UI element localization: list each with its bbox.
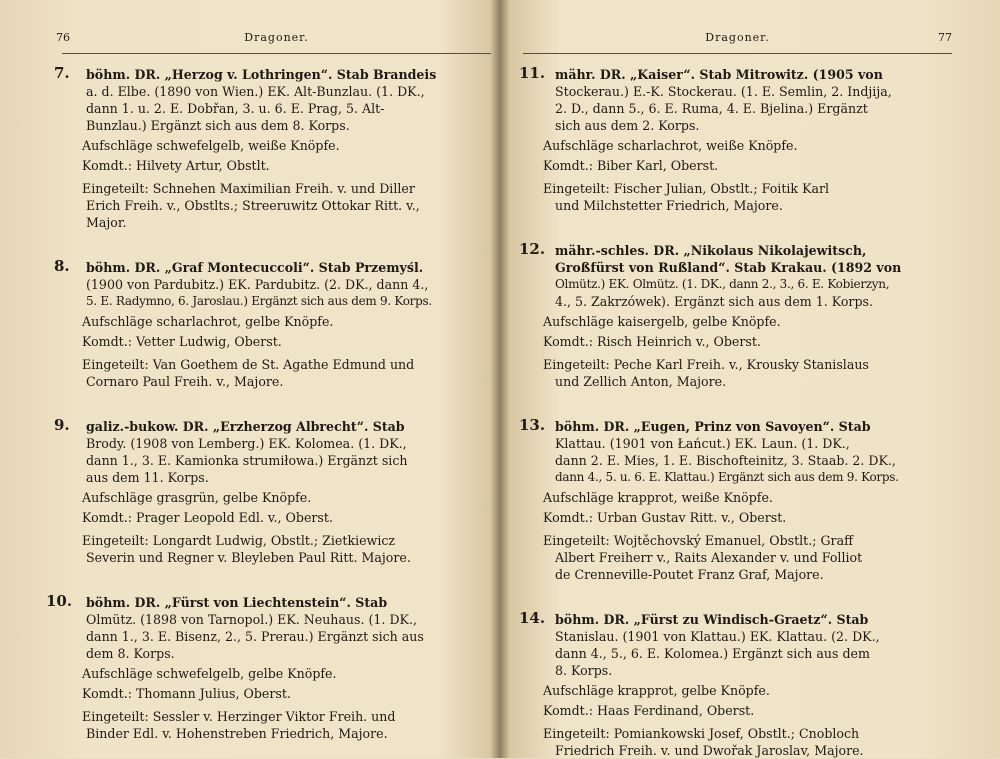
page-number: 77 bbox=[938, 31, 952, 44]
kommandant: Komdt.: Haas Ferdinand, Oberst. bbox=[543, 703, 755, 718]
entry-line: a. d. Elbe. (1890 von Wien.) EK. Alt-Bunzlau. (1. DK., bbox=[86, 84, 425, 99]
entry-line: böhm. DR. „Fürst zu Windisch-Graetz“. Stab bbox=[555, 612, 869, 627]
running-head: Dragoner. bbox=[244, 31, 309, 44]
entry-line: Bunzlau.) Ergänzt sich aus dem 8. Korps. bbox=[86, 118, 350, 133]
page-header bbox=[56, 0, 491, 54]
entry-line: böhm. DR. „Graf Montecuccoli“. Stab Przemyśl. bbox=[86, 260, 424, 275]
regiment-number: 12. bbox=[519, 240, 546, 258]
entry-line: Brody. (1908 von Lemberg.) EK. Kolomea. (1. DK., bbox=[86, 436, 407, 451]
regiment-number: 10. bbox=[46, 592, 73, 610]
entry-line: sich aus dem 2. Korps. bbox=[555, 118, 700, 133]
entry-line: dann 1. u. 2. E. Dobřan, 3. u. 6. E. Prag, 5. Alt- bbox=[86, 101, 385, 116]
entry-line: galiz.-bukow. DR. „Erzherzog Albrecht“. Stab bbox=[86, 419, 405, 434]
entry-line: (1900 von Pardubitz.) EK. Pardubitz. (2. DK., dann 4., bbox=[86, 277, 429, 292]
eingeteilt-line: de Crenneville-Poutet Franz Graf, Majore. bbox=[555, 567, 824, 582]
aufschlaege: Aufschläge schwefelgelb, weiße Knöpfe. bbox=[82, 138, 340, 153]
eingeteilt-line: Eingeteilt: Sessler v. Herzinger Viktor Freih. und bbox=[82, 709, 396, 724]
right-page bbox=[505, 0, 1000, 758]
entry-line: Klattau. (1901 von Łańcut.) EK. Laun. (1. DK., bbox=[555, 436, 850, 451]
eingeteilt-line: Severin und Regner v. Bleyleben Paul Ritt. Majore. bbox=[86, 550, 411, 565]
regiment-entry bbox=[54, 257, 491, 390]
kommandant: Komdt.: Thomann Julius, Oberst. bbox=[82, 686, 291, 701]
page-number: 76 bbox=[56, 31, 70, 44]
kommandant: Komdt.: Hilvety Artur, Obstlt. bbox=[82, 158, 270, 173]
eingeteilt-line: und Zellich Anton, Majore. bbox=[555, 374, 727, 389]
entry-line: dann 4., 5., 6. E. Kolomea.) Ergänzt sich aus dem bbox=[555, 646, 870, 661]
eingeteilt-line: Binder Edl. v. Hohenstreben Friedrich, Majore. bbox=[86, 726, 388, 741]
regiment-number: 13. bbox=[519, 416, 546, 434]
eingeteilt-line: Eingeteilt: Fischer Julian, Obstlt.; Foitik Karl bbox=[543, 181, 830, 196]
kommandant: Komdt.: Prager Leopold Edl. v., Oberst. bbox=[82, 510, 333, 525]
regiment-entry bbox=[519, 609, 952, 759]
entry-line: 4., 5. Zakrzówek). Ergänzt sich aus dem 1. Korps. bbox=[555, 294, 873, 309]
regiment-number: 7. bbox=[54, 64, 70, 82]
eingeteilt-line: Eingeteilt: Longardt Ludwig, Obstlt.; Zietkiewicz bbox=[82, 533, 396, 548]
entry-line: dann 2. E. Mies, 1. E. Bischofteinitz, 3. Staab. 2. DK., bbox=[555, 453, 896, 468]
entry-line: mähr.-schles. DR. „Nikolaus Nikolajewitsch, bbox=[555, 243, 867, 258]
entry-line: Stockerau.) E.-K. Stockerau. (1. E. Semlin, 2. Indjija, bbox=[555, 84, 892, 99]
left-page bbox=[0, 0, 497, 758]
aufschlaege: Aufschläge scharlachrot, weiße Knöpfe. bbox=[543, 138, 798, 153]
aufschlaege: Aufschläge krapprot, weiße Knöpfe. bbox=[543, 490, 773, 505]
entry-line: Olmütz. (1898 von Tarnopol.) EK. Neuhaus. (1. DK., bbox=[86, 612, 417, 627]
regiment-number: 8. bbox=[54, 257, 70, 275]
entry-line: dann 1., 3. E. Kamionka strumiłowa.) Ergänzt sich bbox=[86, 453, 408, 468]
entry-line: mähr. DR. „Kaiser“. Stab Mitrowitz. (1905 von bbox=[555, 67, 883, 82]
eingeteilt-line: Albert Freiherr v., Raits Alexander v. und Folliot bbox=[555, 550, 863, 565]
eingeteilt-line: und Milchstetter Friedrich, Majore. bbox=[555, 198, 783, 213]
eingeteilt-line: Eingeteilt: Schnehen Maximilian Freih. v. und Diller bbox=[82, 181, 415, 196]
regiment-number: 9. bbox=[54, 416, 70, 434]
entry-line: Stanislau. (1901 von Klattau.) EK. Klattau. (2. DK., bbox=[555, 629, 880, 644]
entry-line: dann 4., 5. u. 6. E. Klattau.) Ergänzt sich aus dem 9. Korps. bbox=[555, 470, 899, 484]
entry-line: 8. Korps. bbox=[555, 663, 613, 678]
regiment-entry bbox=[54, 416, 491, 566]
entry-line: dem 8. Korps. bbox=[86, 646, 175, 661]
eingeteilt-line: Cornaro Paul Freih. v., Majore. bbox=[86, 374, 284, 389]
eingeteilt-line: Erich Freih. v., Obstlts.; Streeruwitz Ottokar Ritt. v., bbox=[86, 198, 420, 213]
page-header bbox=[523, 0, 952, 54]
eingeteilt-line: Major. bbox=[86, 215, 127, 230]
entry-line: 2. D., dann 5., 6. E. Ruma, 4. E. Bjelina.) Ergänzt bbox=[555, 101, 868, 116]
aufschlaege: Aufschläge grasgrün, gelbe Knöpfe. bbox=[82, 490, 312, 505]
aufschlaege: Aufschläge scharlachrot, gelbe Knöpfe. bbox=[82, 314, 334, 329]
regiment-entry bbox=[519, 64, 952, 214]
regiment-number: 14. bbox=[519, 609, 546, 627]
eingeteilt-line: Eingeteilt: Wojtěchovský Emanuel, Obstlt.; Graff bbox=[543, 533, 854, 548]
eingeteilt-line: Eingeteilt: Pomiankowski Josef, Obstlt.; Cnobloch bbox=[543, 726, 860, 741]
regiment-entry bbox=[46, 592, 491, 742]
entry-line: dann 1., 3. E. Bisenz, 2., 5. Prerau.) Ergänzt sich aus bbox=[86, 629, 424, 644]
regiment-entry bbox=[54, 64, 491, 231]
eingeteilt-line: Friedrich Freih. v. und Dwořak Jaroslav, Majore. bbox=[555, 743, 864, 758]
running-head: Dragoner. bbox=[705, 31, 770, 44]
entry-line: 5. E. Radymno, 6. Jaroslau.) Ergänzt sich aus dem 9. Korps. bbox=[86, 294, 432, 308]
kommandant: Komdt.: Biber Karl, Oberst. bbox=[543, 158, 719, 173]
eingeteilt-line: Eingeteilt: Van Goethem de St. Agathe Edmund und bbox=[82, 357, 415, 372]
kommandant: Komdt.: Risch Heinrich v., Oberst. bbox=[543, 334, 761, 349]
entry-line: Großfürst von Rußland“. Stab Krakau. (1892 von bbox=[555, 260, 902, 275]
kommandant: Komdt.: Vetter Ludwig, Oberst. bbox=[82, 334, 282, 349]
entry-line: böhm. DR. „Fürst von Liechtenstein“. Stab bbox=[86, 595, 388, 610]
aufschlaege: Aufschläge krapprot, gelbe Knöpfe. bbox=[543, 683, 770, 698]
regiment-entry bbox=[519, 416, 952, 583]
entry-line: böhm. DR. „Eugen, Prinz von Savoyen“. Stab bbox=[555, 419, 871, 434]
regiment-number: 11. bbox=[519, 64, 546, 82]
entry-line: aus dem 11. Korps. bbox=[86, 470, 209, 485]
eingeteilt-line: Eingeteilt: Peche Karl Freih. v., Krousky Stanislaus bbox=[543, 357, 869, 372]
aufschlaege: Aufschläge kaisergelb, gelbe Knöpfe. bbox=[543, 314, 781, 329]
entry-line: Olmütz.) EK. Olmütz. (1. DK., dann 2., 3., 6. E. Kobierzyn, bbox=[555, 277, 890, 291]
aufschlaege: Aufschläge schwefelgelb, gelbe Knöpfe. bbox=[82, 666, 337, 681]
regiment-entry bbox=[519, 240, 952, 390]
kommandant: Komdt.: Urban Gustav Ritt. v., Oberst. bbox=[543, 510, 787, 525]
entry-line: böhm. DR. „Herzog v. Lothringen“. Stab Brandeis bbox=[86, 67, 437, 82]
